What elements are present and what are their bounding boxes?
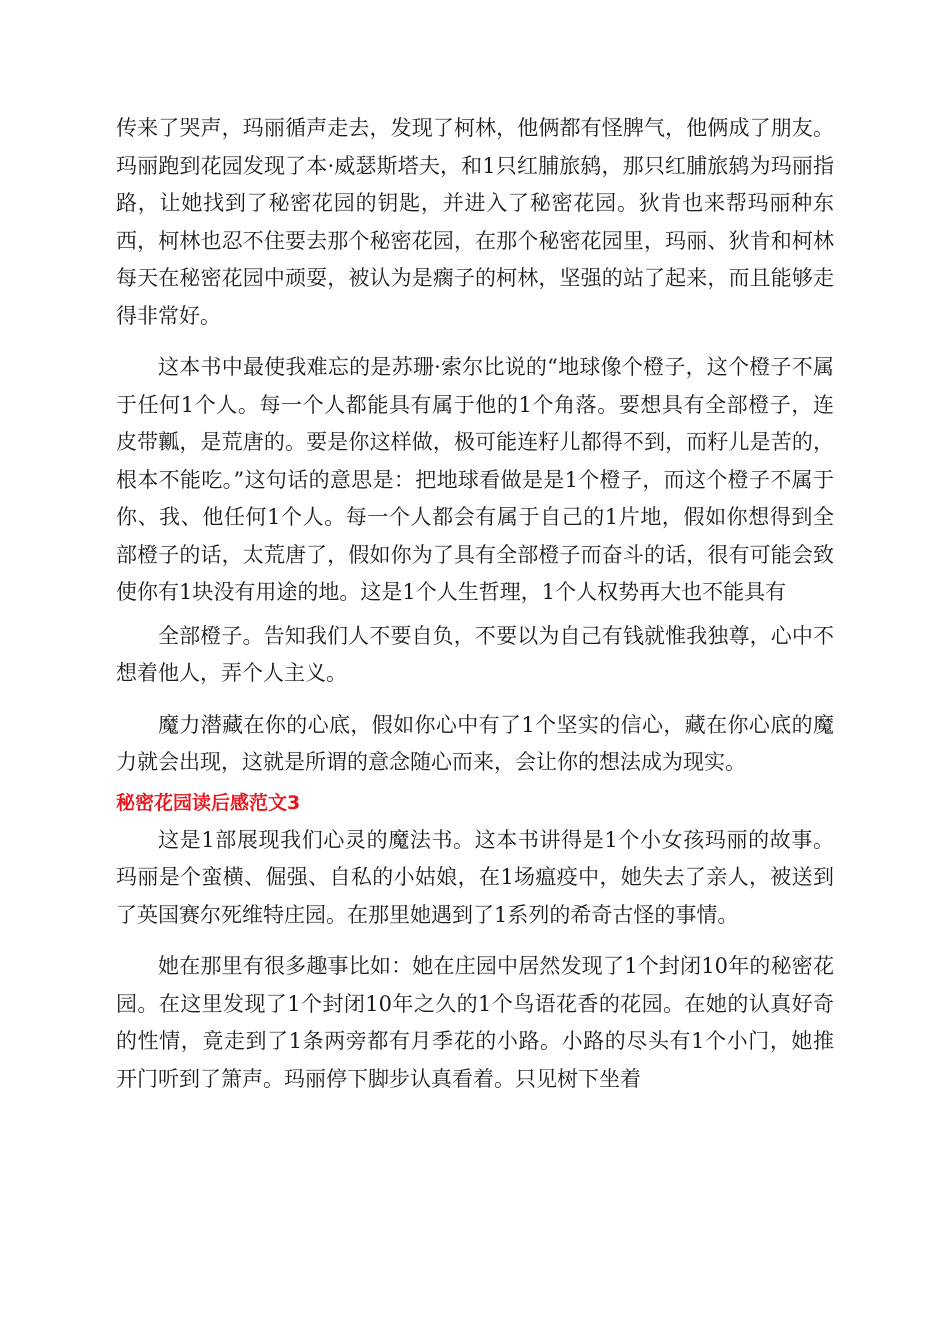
section-heading: 秘密花园读后感范文3 <box>116 791 301 814</box>
paragraph-orange-quote: 这本书中最使我难忘的是苏珊·索尔比说的“地球像个橙子，这个橙子不属于任何1个人。每一个人都能具有属于他的1个角落。要想具有全部橙子，连皮带瓤，是荒唐的。要是你这样做，极可能连籽儿都得不到，而籽儿是苦的，根本不能吃。”这句话的意思是：把地球看做是是1个橙子，而这个橙子不属于你、我、他任何1个人。每一个人都会有属于自己的1片地，假如你想得到全部橙子的话，太荒唐了，假如你为了具有全部橙子而奋斗的话，很有可能会致使你有1块没有用途的地。这是1个人生哲理，1个人权势再大也不能具有 <box>116 355 834 604</box>
paragraph-orange-lesson: 全部橙子。告知我们人不要自负，不要以为自己有钱就惟我独尊，心中不想着他人，弄个人主义。 <box>116 623 834 685</box>
paragraph-book-intro: 这是1部展现我们心灵的魔法书。这本书讲得是1个小女孩玛丽的故事。玛丽是个蛮横、倔强、自私的小姑娘，在1场瘟疫中，她失去了亲人，被送到了英国赛尔死维特庄园。在那里她遇到了1系列的希奇古怪的事情。 <box>116 827 834 927</box>
paragraph-story-continuation: 传来了哭声，玛丽循声走去，发现了柯林，他俩都有怪脾气，他俩成了朋友。玛丽跑到花园发现了本·威瑟斯塔夫，和1只红脯旅鸫，那只红脯旅鸫为玛丽指路，让她找到了秘密花园的钥匙，并进入了秘密花园。狄肯也来帮玛丽种东西，柯林也忍不住要去那个秘密花园，在那个秘密花园里，玛丽、狄肯和柯林每天在秘密花园中顽耍，被认为是瘸子的柯林，坚强的站了起来，而且能够走得非常好。 <box>116 116 834 328</box>
paragraph-magic: 魔力潜藏在你的心底，假如你心中有了1个坚实的信心，藏在你心底的魔力就会出现，这就是所谓的意念随心而来，会让你的想法成为现实。 <box>116 712 834 774</box>
paragraph-interesting-events: 她在那里有很多趣事比如：她在庄园中居然发现了1个封闭10年的秘密花园。在这里发现了1个封闭10年之久的1个鸟语花香的花园。在她的认真好奇的性情，竟走到了1条两旁都有月季花的小路。小路的尽头有1个小门，她推开门听到了箫声。玛丽停下脚步认真看着。只见树下坐着 <box>116 954 834 1091</box>
document-page <box>116 110 834 1112</box>
